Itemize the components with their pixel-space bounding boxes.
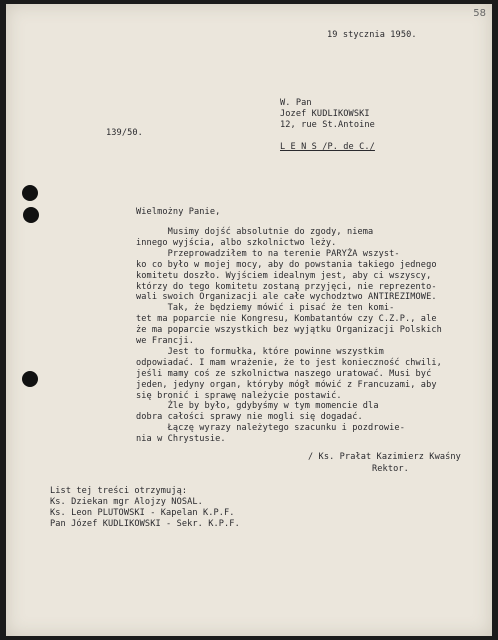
body-line: którzy do tego komitetu zostaną przyjęci, nie reprezento- bbox=[136, 281, 437, 292]
address-line: Jozef KUDLIKOWSKI bbox=[280, 109, 370, 119]
body-line: Musimy dojść absolutnie do zgody, niema bbox=[136, 227, 374, 237]
body-line: odpowiadać. I mam wrażenie, że to jest konieczność chwili, bbox=[136, 357, 442, 368]
cc-item: Pan Józef KUDLIKOWSKI - Sekr. K.P.F. bbox=[50, 519, 240, 529]
body-line: tet ma poparcie nie Kongresu, Kombatantów czy C.Z.P., ale bbox=[136, 314, 437, 325]
body-line: ko co było w mojej mocy, aby do powstania takiego jednego bbox=[136, 259, 437, 270]
body-line: Przeprowadziłem to na terenie PARYŻA wszyst- bbox=[136, 248, 400, 259]
body-line: że ma poparcie wszystkich bez wyjątku Organizacji Polskich bbox=[136, 325, 442, 336]
body-line: się bronić i sprawę należycie postawić. bbox=[136, 390, 342, 401]
letter-page bbox=[6, 4, 492, 636]
punch-hole bbox=[22, 185, 38, 201]
body-line: wali swoich Organizacji ale całe wychodztwo ANTIREZIMOWE. bbox=[136, 292, 437, 303]
body-line: innego wyjścia, albo szkolnictwo leży. bbox=[136, 237, 337, 248]
cc-heading: List tej treści otrzymują: bbox=[50, 486, 188, 496]
cc-item: Ks. Leon PLUTOWSKI - Kapelan K.P.F. bbox=[50, 508, 235, 518]
body-line: we Francji. bbox=[136, 336, 195, 346]
address-line: 12, rue St.Antoine bbox=[280, 120, 375, 130]
body-line: komitetu doszło. Wyjściem idealnym jest, aby ci wszyscy, bbox=[136, 270, 432, 281]
body-line: Tak, że będziemy mówić i pisać że ten komi- bbox=[136, 303, 395, 314]
address-line: L E N S /P. de C./ bbox=[280, 142, 375, 152]
letter-date: 19 stycznia 1950. bbox=[327, 30, 417, 40]
body-line: Łączę wyrazy należytego szacunku i pozdrowie- bbox=[136, 423, 405, 434]
body-line: jeden, jedyny organ, któryby mógł mówić z Francuzami, aby bbox=[136, 379, 437, 390]
salutation: Wielmożny Panie, bbox=[136, 207, 221, 217]
page-number: 58 bbox=[473, 8, 486, 19]
body-line: nia w Chrystusie. bbox=[136, 434, 226, 445]
punch-hole bbox=[23, 207, 39, 223]
body-line: dobra całości sprawy nie mogli się dogadać. bbox=[136, 412, 363, 423]
punch-hole bbox=[22, 371, 38, 387]
body-line: jeśli mamy coś ze szkolnictwa naszego uratować. Musi być bbox=[136, 368, 432, 379]
signature-title: Rektor. bbox=[372, 464, 409, 474]
body-line: Jest to formułka, które powinne wszystkim bbox=[136, 346, 384, 357]
reference-number: 139/50. bbox=[106, 128, 143, 138]
cc-item: Ks. Dziekan mgr Alojzy NOSAL. bbox=[50, 497, 203, 507]
body-line: Źle by było, gdybyśmy w tym momencie dla bbox=[136, 401, 379, 412]
address-line: W. Pan bbox=[280, 98, 312, 108]
signature-name: / Ks. Prałat Kazimierz Kwaśny bbox=[308, 452, 461, 462]
